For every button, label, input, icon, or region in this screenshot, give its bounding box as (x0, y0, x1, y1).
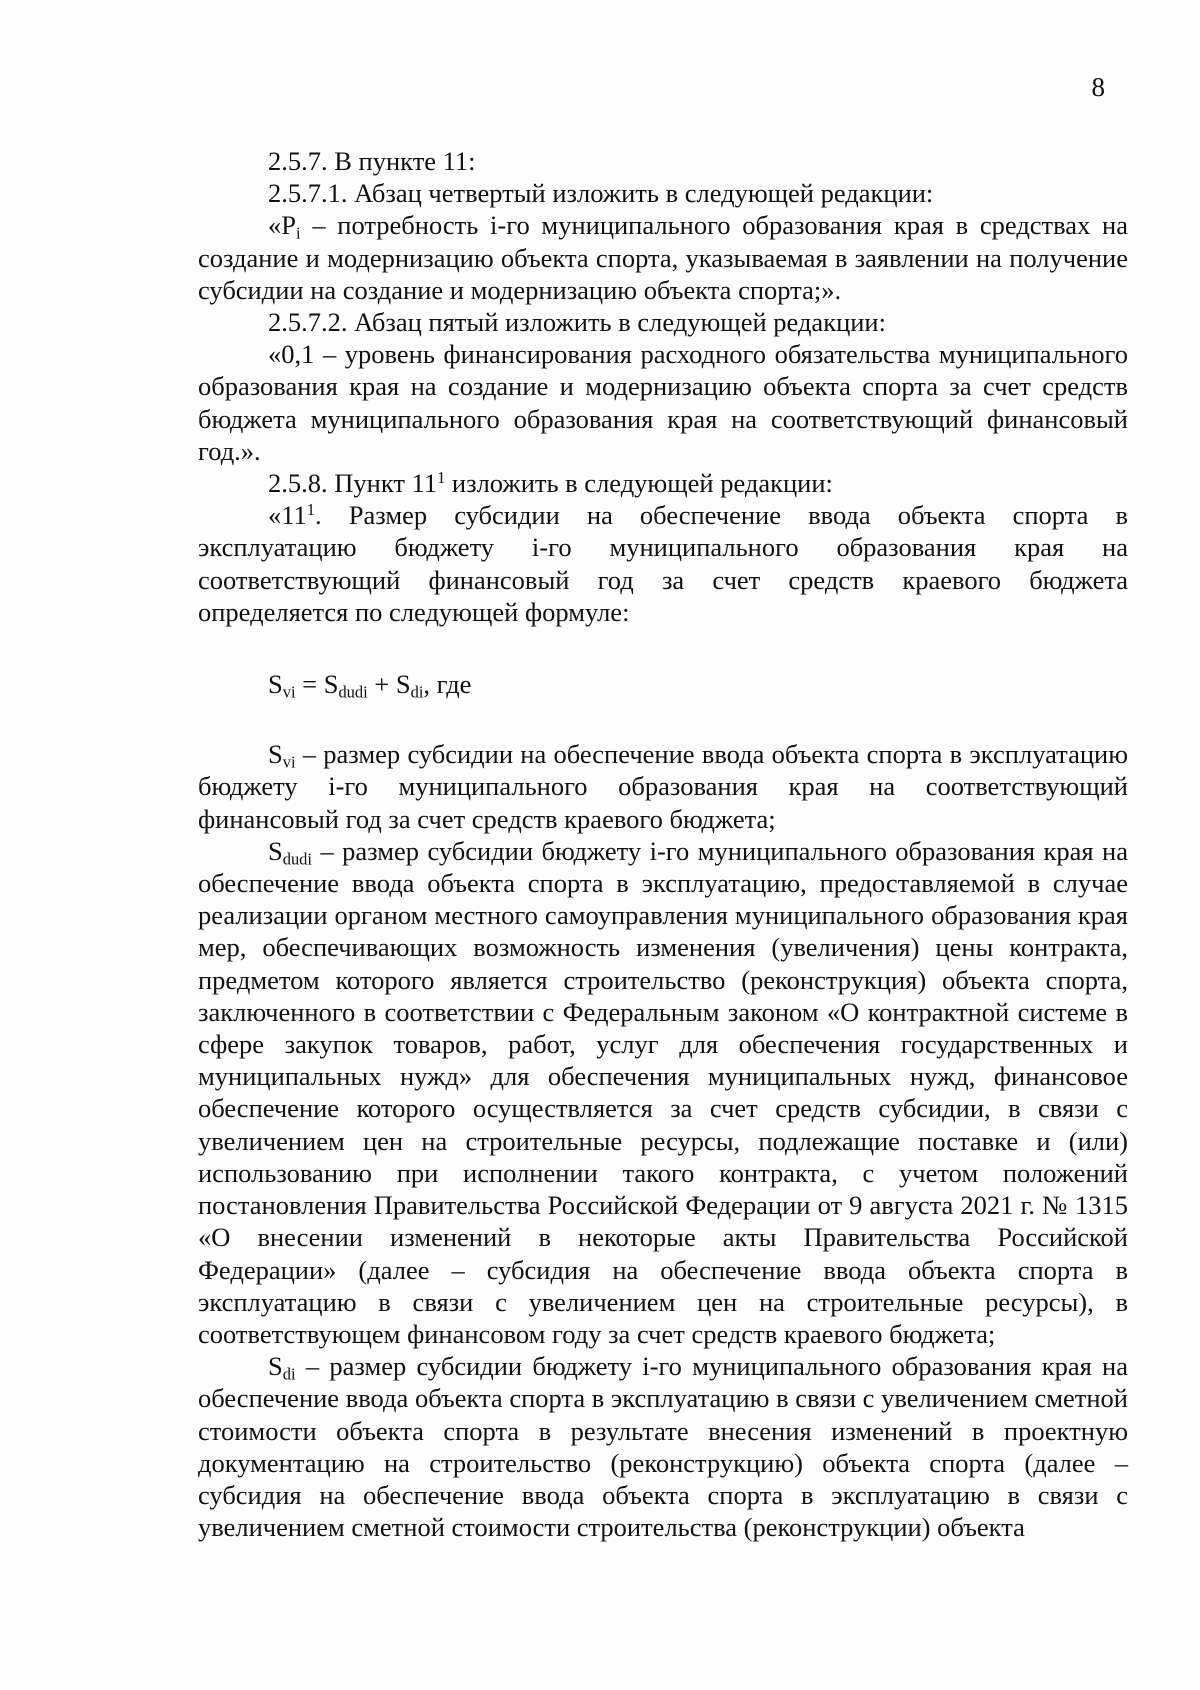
paragraph-2-5-8: 2.5.8. Пункт $11^1$ изложить в следующей редакции: (268, 468, 833, 499)
definition-svi: $S_{vi}$ – размер субсидии на обеспечение ввода объекта спорта в эксплуатацию бюджету i-го муниципального образования края на соответствующий финансовый год за счет средств краевого бюджета; (198, 739, 1128, 834)
paragraph-11-1: «$11^1$. Размер субсидии на обеспечение ввода объекта спорта в эксплуатацию бюджету i-го муниципального образования края на соответствующий финансовый год за счет средств краевого бюджета определяется по следующей формуле: (198, 500, 1128, 627)
paragraph-financing-level: «0,1 – уровень финансирования расходного обязательства муниципального образования края на создание и модернизацию объекта спорта за счет средств бюджета муниципального образования края на соответствующий финансовый год.». (198, 339, 1128, 466)
definition-sdudi: $S_{dudi}$ – размер субсидии бюджету i-го муниципального образования края на обеспечение ввода объекта спорта в эксплуатацию, предоставляемой в случае реализации органом местного самоуправления муниципального образования края мер, обеспечивающих возможность изменения (увеличения) цены контракта, предметом которого является строительство (реконструкция) объекта спорта, заключенного в соответствии с Федеральным законом «О контрактной системе в сфере закупок товаров, работ, услуг для обеспечения государственных и муниципальных нужд» для обеспечения муниципальных нужд, финансовое обеспечение которого осуществляется за счет средств субсидии, в связи с увеличением цен на строительные ресурсы, подлежащие поставке и (или) использованию при исполнении такого контракта, с учетом положений постановления Правительства Российской Федерации от 9 августа 2021 г. № 1315 «О внесении изменений в некоторые акты Правительства Российской Федерации» (далее – субсидия на обеспечение ввода объекта спорта в эксплуатацию в связи с увеличением цен на строительные ресурсы), в соответствующем финансовом году за счет средств краевого бюджета; (198, 835, 1128, 1349)
paragraph-2-5-7: 2.5.7. В пункте 11: (268, 146, 476, 176)
paragraph-2-5-7-1: 2.5.7.1. Абзац четвертый изложить в следующей редакции: (268, 178, 934, 209)
formula-svi: $S_{vi} = S_{dudi} + S_{di}$, где (268, 669, 472, 702)
paragraph-2-5-7-2: 2.5.7.2. Абзац пятый изложить в следующей редакции: (268, 307, 886, 338)
page-number: 8 (1091, 72, 1105, 102)
paragraph-pi-definition: «$P_i$ – потребность i-го муниципального образования края в средствах на создание и модернизацию объекта спорта, указываемая в заявлении на получение субсидии на создание и модернизацию объекта спорта;». (198, 210, 1128, 305)
document-body (198, 145, 1128, 1543)
definition-sdi: $S_{di}$ – размер субсидии бюджету i-го муниципального образования края на обеспечение ввода объекта спорта в эксплуатацию в связи с увеличением сметной стоимости объекта спорта в результате внесения изменений в проектную документацию на строительство (реконструкцию) объекта спорта (далее – субсидия на обеспечение ввода объекта спорта в эксплуатацию в связи с увеличением сметной стоимости строительства (реконструкции) объекта (198, 1351, 1128, 1543)
